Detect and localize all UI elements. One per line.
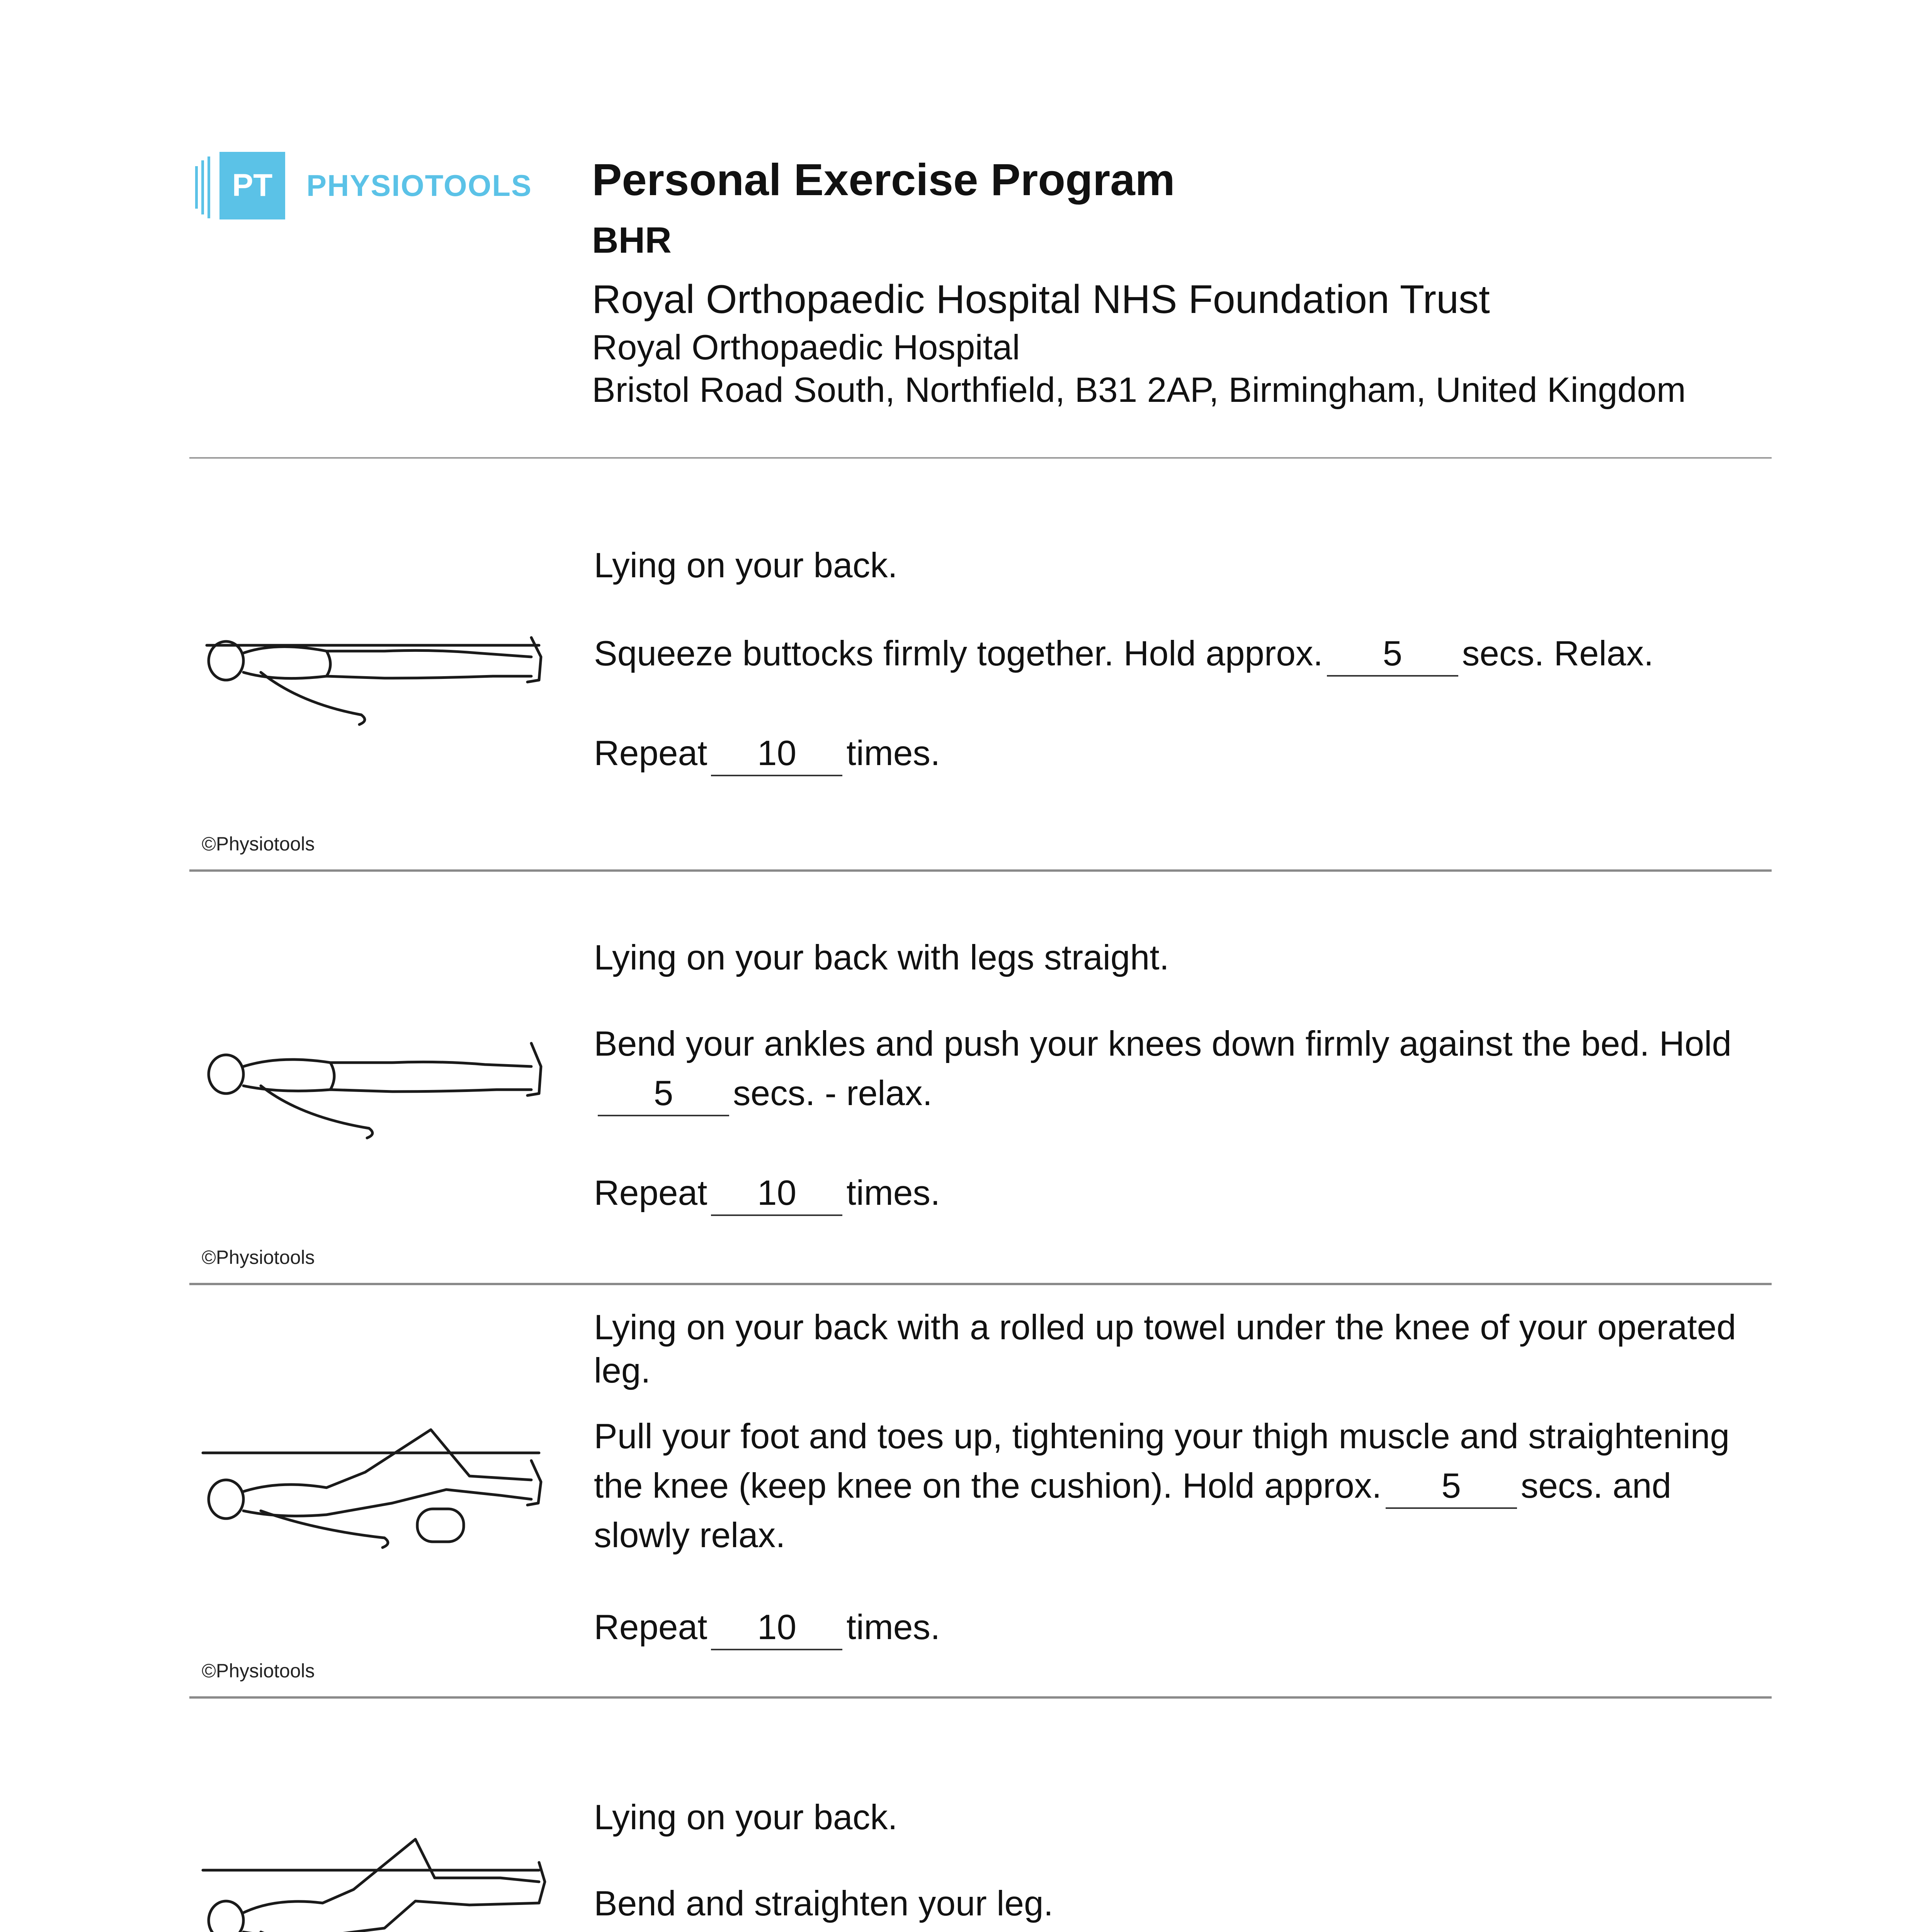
exercise-instruction: Squeeze buttocks firmly together. Hold approx. 5 secs. Relax. bbox=[594, 629, 1757, 679]
exercise-position: Lying on your back. bbox=[594, 1798, 898, 1837]
exercise-1-illustration bbox=[199, 614, 556, 746]
exercise-4-text bbox=[594, 1793, 1757, 1932]
exercise-1-text bbox=[594, 541, 1757, 778]
exercise-4-illustration bbox=[199, 1835, 556, 1932]
header bbox=[592, 151, 1686, 412]
exercise-instruction: Pull your foot and toes up, tightening your thigh muscle and straightening the knee (keep knee on the cushion). Hold approx. 5 secs. and slowly relax. bbox=[594, 1417, 1730, 1555]
exercise-repeat: Repeat 10 times. bbox=[594, 729, 1757, 778]
repeat-count-field: 10 bbox=[711, 1172, 842, 1216]
section-divider bbox=[189, 1696, 1772, 1699]
exercise-repeat: Repeat 10 times. bbox=[594, 1603, 1757, 1652]
copyright-text: ©Physiotools bbox=[202, 1660, 315, 1682]
hold-seconds-field: 5 bbox=[1327, 633, 1458, 677]
exercise-repeat: Repeat 10 times. bbox=[594, 1168, 1757, 1218]
exercise-position: Lying on your back. bbox=[594, 546, 898, 585]
copyright-text: ©Physiotools bbox=[202, 1247, 315, 1268]
logo-mark: PT bbox=[219, 152, 285, 219]
trust-name: Royal Orthopaedic Hospital NHS Foundation Trust bbox=[592, 277, 1490, 322]
repeat-count-field: 10 bbox=[711, 732, 842, 776]
exercise-position: Lying on your back with legs straight. bbox=[594, 938, 1169, 977]
hospital-address: Bristol Road South, Northfield, B31 2AP, Birmingham, United Kingdom bbox=[592, 371, 1686, 410]
page-title: Personal Exercise Program bbox=[592, 155, 1175, 205]
exercise-instruction: Bend your ankles and push your knees down firmly against the bed. Hold 5 secs. - relax. bbox=[594, 1019, 1757, 1118]
program-code: BHR bbox=[592, 220, 672, 261]
logo-bars-icon bbox=[195, 155, 216, 216]
exercise-position: Lying on your back with a rolled up towel under the knee of your operated leg. bbox=[594, 1308, 1736, 1390]
logo-name: PHYSIOTOOLS bbox=[306, 168, 532, 202]
repeat-count-field: 10 bbox=[711, 1606, 842, 1650]
hold-seconds-field: 5 bbox=[1386, 1465, 1517, 1509]
exercise-2-illustration bbox=[199, 1024, 556, 1155]
hospital-name: Royal Orthopaedic Hospital bbox=[592, 328, 1020, 367]
exercise-instruction: Bend and straighten your leg. bbox=[594, 1884, 1053, 1923]
hold-seconds-field: 5 bbox=[598, 1072, 729, 1116]
exercise-2-text bbox=[594, 933, 1757, 1218]
copyright-text: ©Physiotools bbox=[202, 833, 315, 855]
exercise-3-text bbox=[594, 1306, 1757, 1652]
exercise-3-illustration bbox=[199, 1426, 556, 1557]
section-divider bbox=[189, 1283, 1772, 1285]
section-divider bbox=[189, 869, 1772, 872]
header-divider bbox=[189, 457, 1772, 459]
physiotools-logo bbox=[195, 149, 532, 222]
